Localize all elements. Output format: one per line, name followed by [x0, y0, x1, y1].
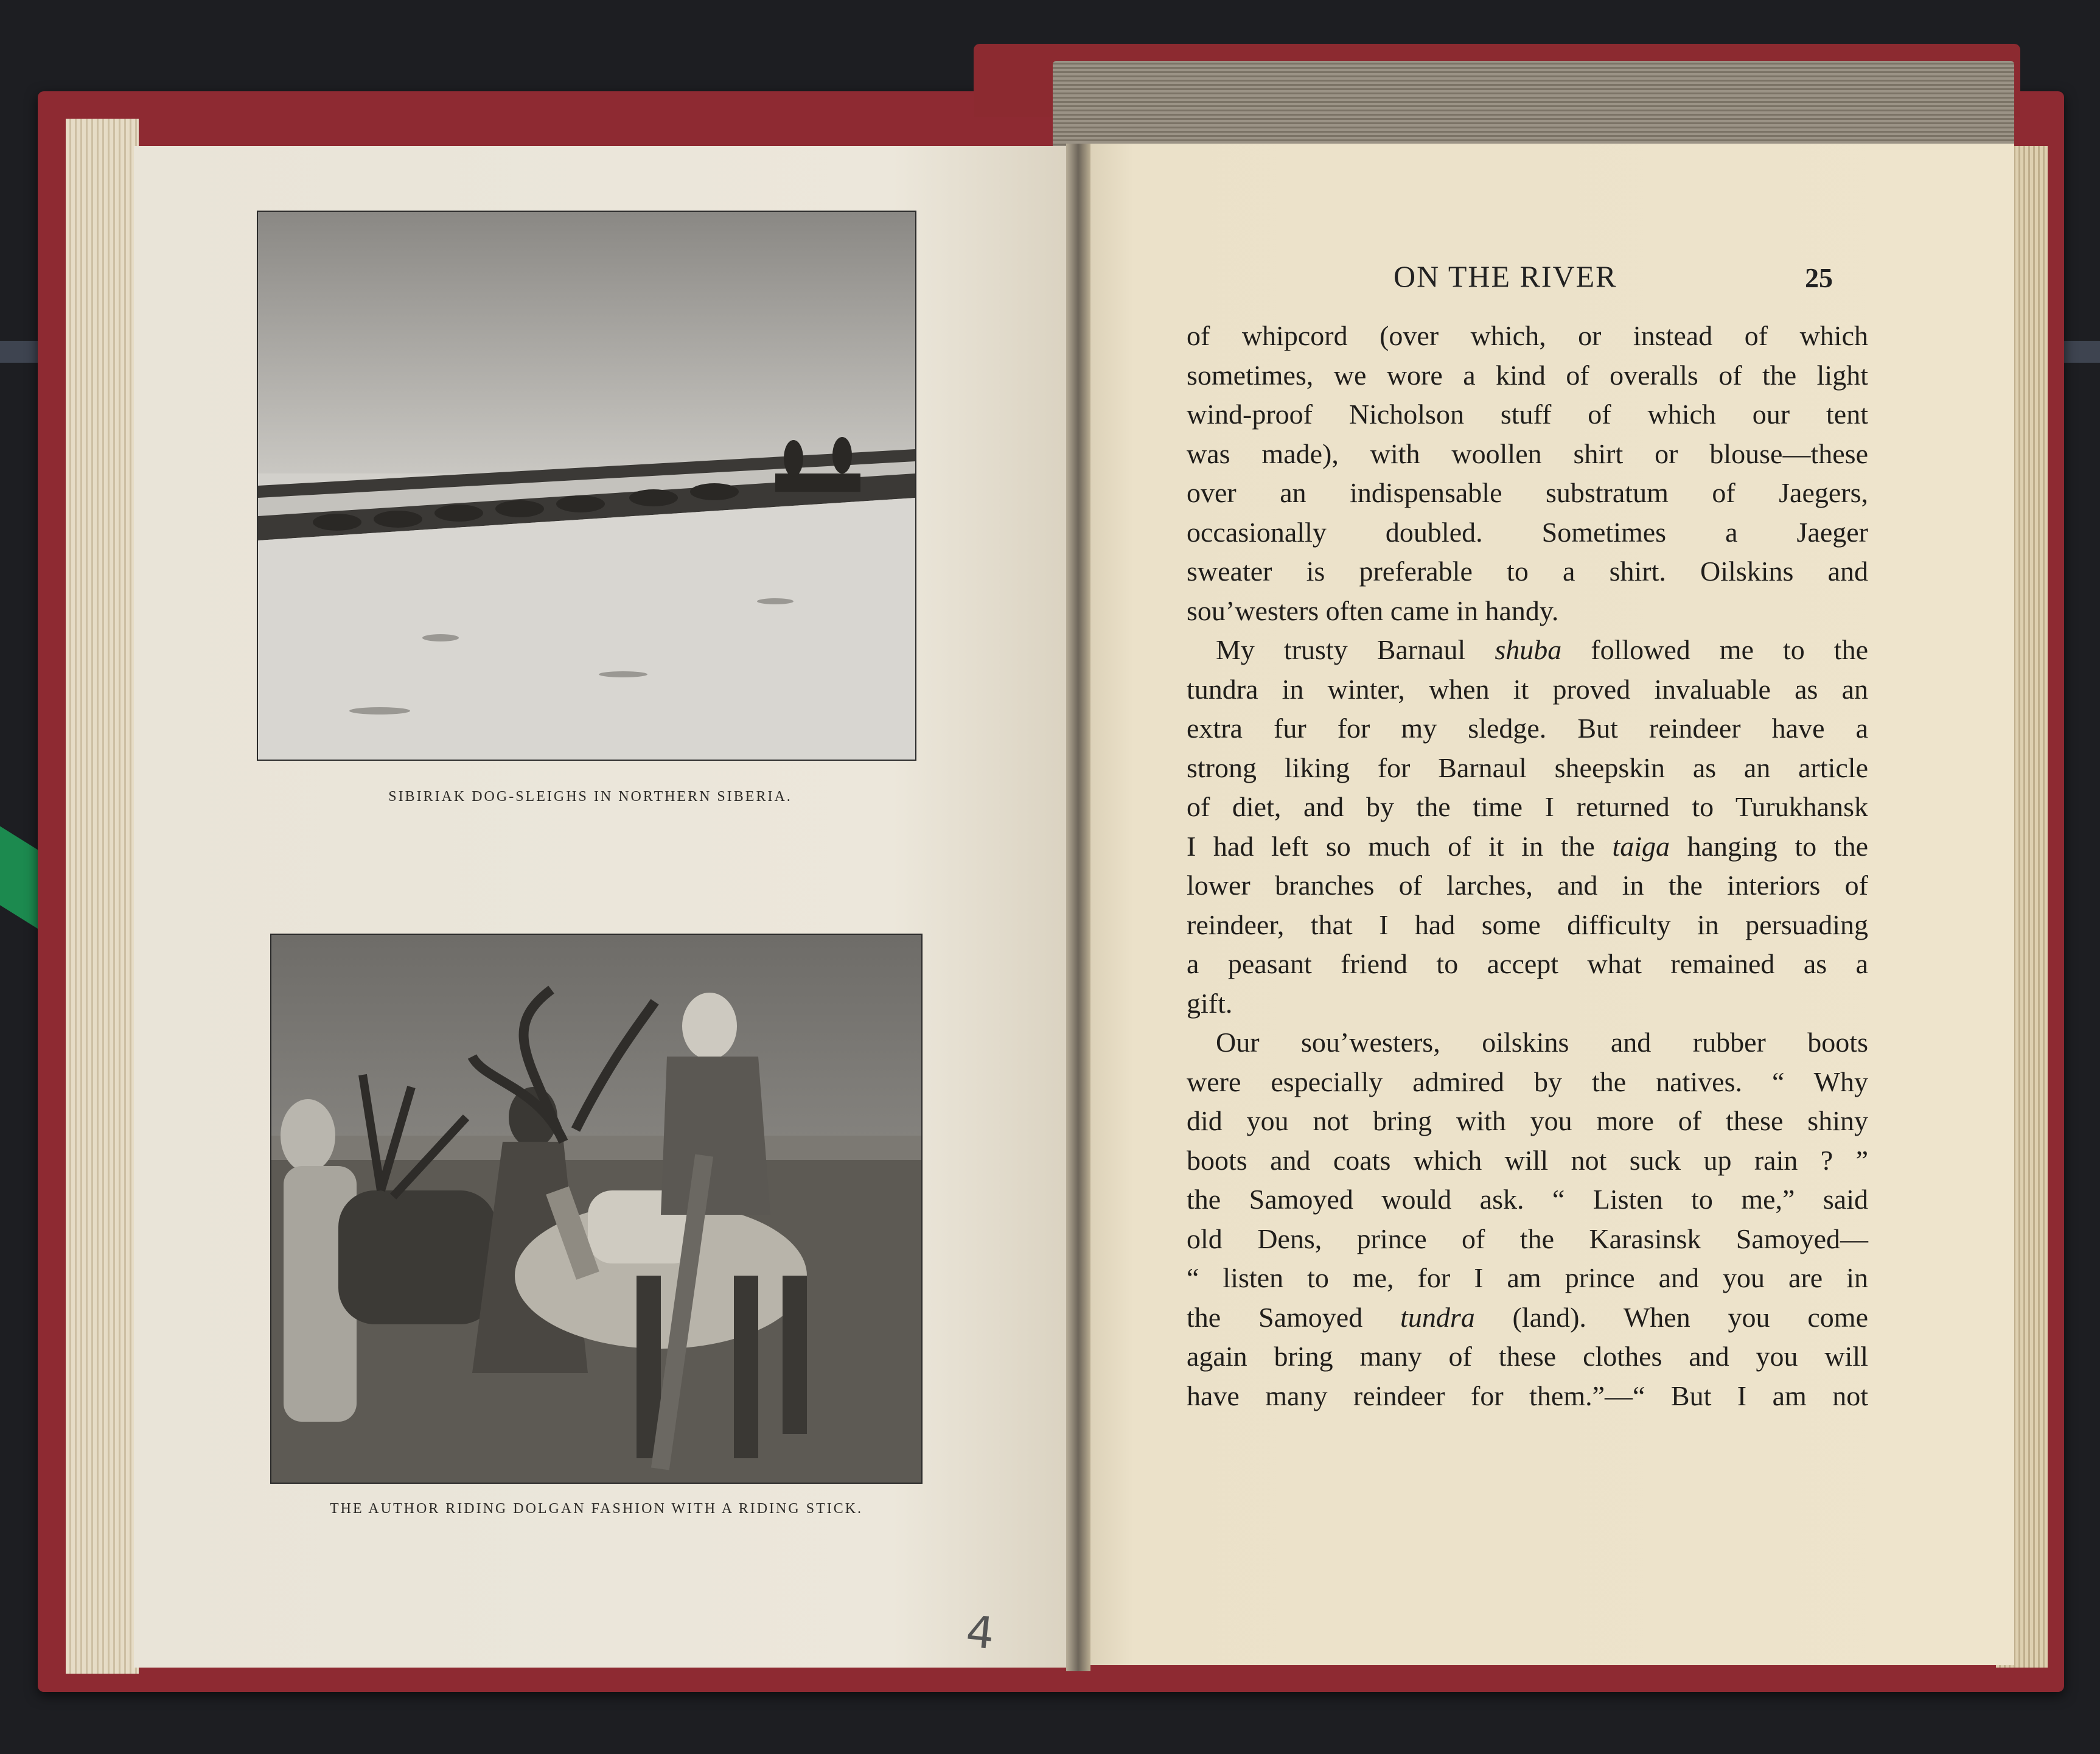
text-segment: occasionally doubled. Sometimes a Jaeger: [1187, 516, 1868, 548]
text-segment: the Samoyed would ask. “ Listen to me,” said: [1187, 1184, 1868, 1215]
text-segment: Our sou’westers, oilskins and rubber boots: [1216, 1027, 1868, 1058]
text-line: [1187, 1220, 1868, 1259]
text-line: [1187, 552, 1868, 592]
text-segment: wind-proof Nicholson stuff of which our tent: [1187, 399, 1868, 430]
text-segment: My trusty Barnaul: [1216, 634, 1495, 665]
text-segment: lower branches of larches, and in the interiors of: [1187, 870, 1868, 901]
text-segment: a peasant friend to accept what remained as a: [1187, 948, 1868, 979]
text-line: [1187, 866, 1868, 906]
text-segment: tundra in winter, when it proved invaluable as an: [1187, 673, 1868, 705]
text-line: [1187, 395, 1868, 435]
text-segment: extra fur for my sledge. But reindeer have a: [1187, 713, 1868, 744]
text-line: [1187, 592, 1868, 631]
text-segment: have many reindeer for them.”—“ But I am not: [1187, 1380, 1868, 1411]
text-line: [1187, 513, 1868, 553]
text-line: [1187, 435, 1868, 474]
page-number: 25: [1805, 262, 1833, 293]
text-line: [1187, 945, 1868, 984]
pencil-folio-note: 4: [963, 1605, 997, 1660]
plate-caption-author-riding: THE AUTHOR RIDING DOLGAN FASHION WITH A RIDING STICK.: [329, 1501, 863, 1517]
text-segment: (land). When you come: [1474, 1301, 1868, 1333]
text-segment: sweater is preferable to a shirt. Oilskins and: [1187, 556, 1868, 587]
text-line: [1187, 709, 1868, 749]
text-line: [1187, 1377, 1868, 1416]
text-line: [1187, 1063, 1868, 1102]
text-line: [1187, 906, 1868, 945]
running-head: ON THE RIVER: [1394, 259, 1617, 293]
italic-word: tundra: [1400, 1301, 1475, 1333]
italic-word: shuba: [1495, 634, 1562, 665]
text-line: [1187, 1102, 1868, 1141]
page-edges-left: [66, 119, 139, 1674]
text-segment: old Dens, prince of the Karasinsk Samoyed—: [1187, 1223, 1868, 1254]
text-line: [1187, 631, 1868, 670]
text-segment: sometimes, we wore a kind of overalls of the light: [1187, 359, 1868, 391]
text-line: [1187, 749, 1868, 788]
text-segment: boots and coats which will not suck up rain ? ”: [1187, 1144, 1868, 1176]
text-segment: gift.: [1187, 987, 1233, 1019]
text-segment: over an indispensable substratum of Jaegers,: [1187, 477, 1868, 508]
text-line: [1187, 788, 1868, 827]
text-line: [1187, 356, 1868, 396]
text-line: [1187, 1298, 1868, 1338]
text-segment: were especially admired by the natives. “ Why: [1187, 1066, 1868, 1097]
book-gutter: [1066, 144, 1090, 1671]
text-line: [1187, 1141, 1868, 1181]
text-segment: did you not bring with you more of these shiny: [1187, 1105, 1868, 1136]
text-line: [1187, 316, 1868, 356]
body-text: [1187, 316, 1868, 1416]
text-segment: followed me to the: [1561, 634, 1868, 665]
text-line: [1187, 984, 1868, 1024]
page-block-top-edge: [1053, 61, 2014, 152]
text-line: [1187, 1180, 1868, 1220]
text-segment: of whipcord (over which, or instead of which: [1187, 320, 1868, 351]
text-segment: the Samoyed: [1187, 1301, 1401, 1333]
text-segment: of diet, and by the time I returned to Turukhansk: [1187, 791, 1868, 822]
author-riding-reindeer-photo: [271, 935, 921, 1483]
text-line: [1187, 827, 1868, 867]
text-line: [1187, 670, 1868, 710]
text-segment: hanging to the: [1670, 830, 1868, 862]
italic-word: taiga: [1612, 830, 1670, 862]
text-segment: again bring many of these clothes and you will: [1187, 1341, 1868, 1372]
text-segment: reindeer, that I had some difficulty in persuading: [1187, 909, 1868, 940]
text-line: [1187, 473, 1868, 513]
plate-caption-dog-sleighs: SIBIRIAK DOG-SLEIGHS IN NORTHERN SIBERIA.: [388, 789, 792, 805]
text-line: [1187, 1023, 1868, 1063]
text-segment: was made), with woollen shirt or blouse—these: [1187, 438, 1868, 469]
dog-sleighs-photo: [258, 212, 915, 760]
text-segment: sou’westers often came in handy.: [1187, 595, 1559, 626]
text-segment: I had left so much of it in the: [1187, 830, 1613, 862]
text-segment: “ listen to me, for I am prince and you are in: [1187, 1262, 1868, 1293]
text-line: [1187, 1259, 1868, 1298]
text-line: [1187, 1337, 1868, 1377]
text-segment: strong liking for Barnaul sheepskin as an article: [1187, 752, 1868, 783]
